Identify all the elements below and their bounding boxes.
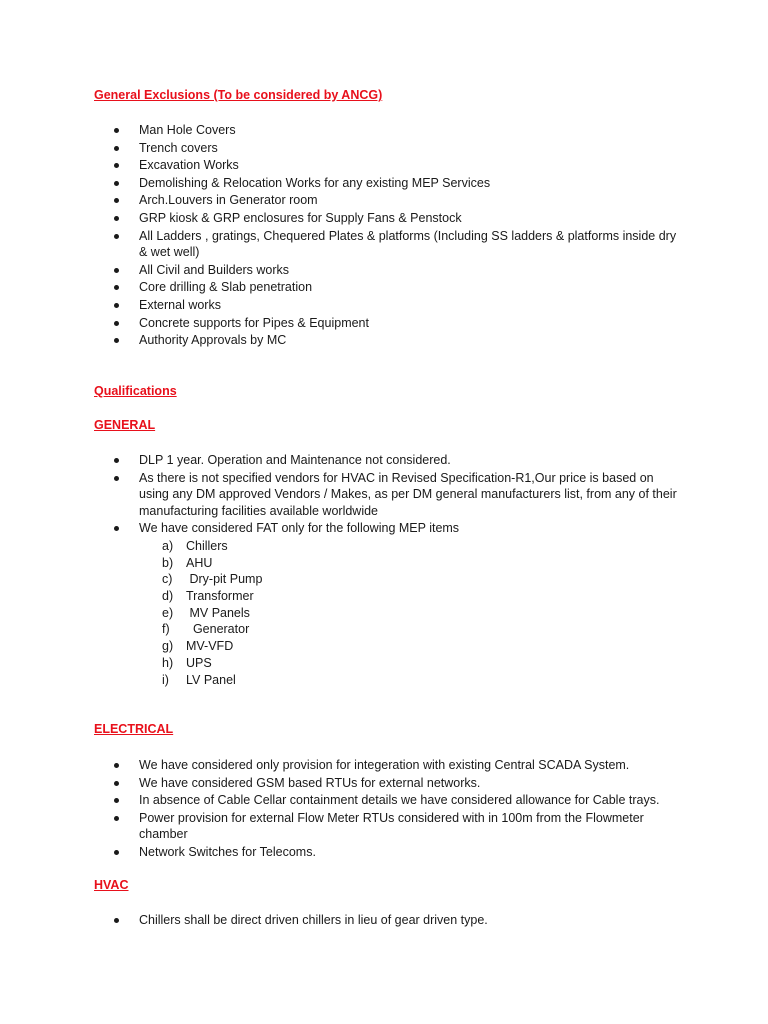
list-item: Network Switches for Telecoms. (0, 844, 679, 861)
general-exclusions-list (0, 122, 768, 350)
list-item: GRP kiosk & GRP enclosures for Supply Fans & Penstock (0, 210, 679, 227)
list-item: In absence of Cable Cellar containment details we have considered allowance for Cable trays. (0, 792, 679, 809)
bullet-icon (114, 285, 119, 290)
list-item: We have considered only provision for integeration with existing Central SCADA System. (0, 757, 679, 774)
bullet-icon (114, 850, 119, 855)
bullet-icon (114, 526, 119, 531)
bullet-icon (114, 798, 119, 803)
document-page: General Exclusions (To be considered by ANCG) Man Hole Covers Trench covers Excavation Works Demolishing & Relocation Works for any existing MEP Services Arch.Louvers in Generator room GRP kiosk & GRP enclosures for Supply Fans & Penstock All Ladders , gratings, Chequered Plates & platforms (Including SS ladders & platforms inside dry & wet well) All Civil and Builders works Core drilling & Slab penetration External works Concrete supports for Pipes & Equipment Authority Approvals by MC Qualifications GENERAL DLP 1 year. Operation and Maintenance not considered. As there is not specified vendors for HVAC in Revised Specification-R1,Our price is based on using any DM approved Vendors / Makes, as per DM general manufacturers list, from any of their manufacturing facilities available worldwide We have considered FAT only for the following MEP items a) Chillers b) AHU c) Dry-pit Pump d) Transformer e) MV Panels f) Generator g) MV-VFD h) UPS i) LV Panel ELECTRICAL We have considered only provision for integeration with existing Central SCADA System. We have considered GSM based RTUs for external networks. In absence of Cable Cellar containment details we have considered allowance for Cable trays. Power provision for external Flow Meter RTUs considered with in 100m from the Flowmeter chamber Network Switches for Telecoms. HVAC Chillers shall be direct driven chillers in lieu of gear driven type. (0, 0, 768, 1024)
bullet-icon (114, 303, 119, 308)
list-item: Trench covers (0, 140, 679, 157)
list-item: We have considered FAT only for the following MEP items (0, 520, 679, 537)
bullet-icon (114, 918, 119, 923)
bullet-icon (114, 321, 119, 326)
list-item: Excavation Works (0, 157, 679, 174)
bullet-icon (114, 338, 119, 343)
list-item: DLP 1 year. Operation and Maintenance not considered. (0, 452, 679, 469)
list-item: All Ladders , gratings, Chequered Plates & platforms (Including SS ladders & platforms inside dry & wet well) (0, 228, 679, 261)
hvac-heading: HVAC (94, 878, 129, 892)
list-item: Demolishing & Relocation Works for any existing MEP Services (0, 175, 679, 192)
electrical-list (0, 757, 768, 862)
hvac-list (0, 912, 768, 930)
bullet-icon (114, 198, 119, 203)
qualifications-heading: Qualifications (94, 384, 177, 398)
list-item: All Civil and Builders works (0, 262, 679, 279)
bullet-icon (114, 458, 119, 463)
bullet-icon (114, 781, 119, 786)
bullet-icon (114, 163, 119, 168)
list-item: Chillers shall be direct driven chillers in lieu of gear driven type. (0, 912, 679, 929)
bullet-icon (114, 268, 119, 273)
bullet-icon (114, 816, 119, 821)
bullet-icon (114, 128, 119, 133)
bullet-icon (114, 234, 119, 239)
list-item: External works (0, 297, 679, 314)
general-list (0, 452, 768, 538)
list-item: Concrete supports for Pipes & Equipment (0, 315, 679, 332)
list-item: Core drilling & Slab penetration (0, 279, 679, 296)
list-item: As there is not specified vendors for HVAC in Revised Specification-R1,Our price is based on using any DM approved Vendors / Makes, as per DM general manufacturers list, from any of their manufacturing facilities available worldwide (0, 470, 679, 520)
list-item: We have considered GSM based RTUs for external networks. (0, 775, 679, 792)
list-item: Arch.Louvers in Generator room (0, 192, 679, 209)
general-heading: GENERAL (94, 418, 156, 432)
list-item: Authority Approvals by MC (0, 332, 679, 349)
list-item: Power provision for external Flow Meter RTUs considered with in 100m from the Flowmeter chamber (0, 810, 679, 843)
bullet-icon (114, 181, 119, 186)
general-exclusions-heading: General Exclusions (To be considered by ANCG) (94, 88, 383, 102)
bullet-icon (114, 476, 119, 481)
bullet-icon (114, 216, 119, 221)
bullet-icon (114, 763, 119, 768)
bullet-icon (114, 146, 119, 151)
list-item: Man Hole Covers (0, 122, 679, 139)
electrical-heading: ELECTRICAL (94, 722, 174, 736)
